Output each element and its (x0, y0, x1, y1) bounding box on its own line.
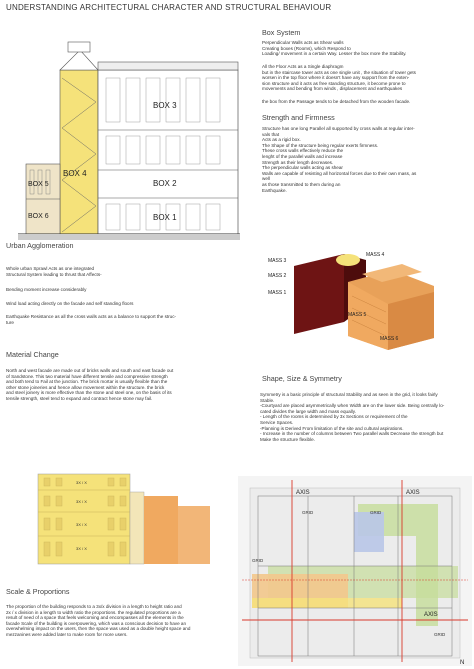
box-system-para3: the box from the Passage tends to be detached from the wooden facade. (262, 99, 411, 104)
shape-heading: Shape, Size & Symmetry (262, 374, 342, 383)
mass-model-diagram (262, 246, 462, 354)
box-system-para2: All the Floor Acts as a Single diaphragm but in the staircase tower acts as one single unit , the situation of tower gets worsen in the top floor where it doesn't have any support from the exten- sion structure and it acts as free standing structure, it become prone to movements and bending from winds , displacement and earthquakes (262, 64, 416, 92)
mass-label: MASS 3 (268, 258, 287, 264)
box-label: BOX 4 (63, 169, 87, 178)
mass-label: MASS 5 (348, 312, 367, 318)
proportion-label: 3X / X (76, 546, 87, 551)
urban-line: Bending moment increase considerably (6, 287, 87, 292)
symmetry-grid-plan (238, 476, 472, 666)
proportion-label: 3X / X (76, 499, 87, 504)
shape-text: Symmetry is a basic principle of structural Stability and as seen in the grid, it looks fairly Stable. -Courtyard are placed asymmetrically when Width are on the lower side. Being centrally lo- cated divides the large width and mass equally. - Length of the rooms is determined by 3x Sections or requirement of the Service Spaces. -Planning is Derived From limitation of the site and cultural aspirations. - Increase in the number of columns between Two parallel walls Decrease the strength but Make the structure flexible. (260, 392, 445, 442)
north-arrow-icon: N (460, 660, 465, 666)
mass-label: MASS 6 (380, 336, 399, 342)
urban-heading: Urban Agglomeration (6, 241, 74, 250)
building-section-drawing (18, 34, 240, 242)
grid-label: GRID (370, 510, 382, 515)
axis-label: AXIS (424, 612, 438, 618)
scale-text: The proportion of the building responds to a 3x/x division in a length to height ratio and 2x / x division in a length to width ratio the proportions. the regulated proportions are a result of need of a space that feels welcoming and encompasses all the elements in the facade Scale of the building is overpowering, which was a conscious decision to have an overwhelming impact on the users, then the space was used as a double height space and mezzanines were added later to make room for more users. (6, 604, 191, 637)
proportion-label: 3X / X (76, 522, 87, 527)
mass-label: MASS 4 (366, 252, 385, 258)
box-system-heading: Box System (262, 28, 301, 37)
mass-label: MASS 1 (268, 290, 287, 296)
scale-heading: Scale & Proportions (6, 587, 70, 596)
grid-label: GRID (302, 510, 314, 515)
page-title: UNDERSTANDING ARCHITECTURAL CHARACTER AND STRUCTURAL BEHAVIOUR (6, 3, 332, 12)
urban-line: Wind load acting directly on the facade and self standing floors (6, 301, 134, 306)
box-label: BOX 6 (28, 213, 49, 220)
mass-label: MASS 2 (268, 273, 287, 279)
grid-label: GRID (252, 558, 264, 563)
proportion-label: 3X / X (76, 480, 87, 485)
urban-line: Whole urban Sprawl Acts as one integrated Structural System leading to thrust that Affects- (6, 266, 102, 277)
material-heading: Material Change (6, 350, 59, 359)
box-label: BOX 1 (153, 213, 177, 222)
grid-label: GRID (434, 632, 446, 637)
axis-label: AXIS (296, 490, 310, 496)
box-system-para1: Perpendicular Walls acts as Shear walls Creating boxes (Rooms), which Respond to Loading/ movement in a certain Way. Lesser the box more the Stability. (262, 40, 407, 57)
box-label: BOX 5 (28, 181, 49, 188)
axis-label: AXIS (406, 490, 420, 496)
strength-heading: Strength and Firmness (262, 113, 335, 122)
material-text: North and west facade are made out of bricks walls and south and east facade out of Sandstone. This two material have different tensile and compressive strength and both tend to Fail at the junction. The brick mortar is usually flexible than the other stone joineries and hence allow movement within the structure. the brick and steel joinery is more effective than the stone and steel one, on the basis of its tensile strength, steel tend to expand and contract hence stone may fail. (6, 368, 174, 401)
proportion-elevation-diagram (28, 466, 214, 570)
urban-line: Earthquake Resistance as all the cross walls acts as a balance to support the struc- ture (6, 314, 177, 325)
box-label: BOX 3 (153, 101, 177, 110)
box-label: BOX 2 (153, 179, 177, 188)
strength-text: Structure has one long Parallel all supported by cross walls at regular inter- vals that Acts as a rigid box. The Shape of the structure being regular exerts firmness. These cross walls effectively reduce the lenght of the parallel walls and increase Strength as their length decreases. The perpendicular walls acting as shear Walls are capable of resisting all horizontal forces due to their own mass, as well as those transmitted to them during an Earthquake. (262, 126, 417, 193)
